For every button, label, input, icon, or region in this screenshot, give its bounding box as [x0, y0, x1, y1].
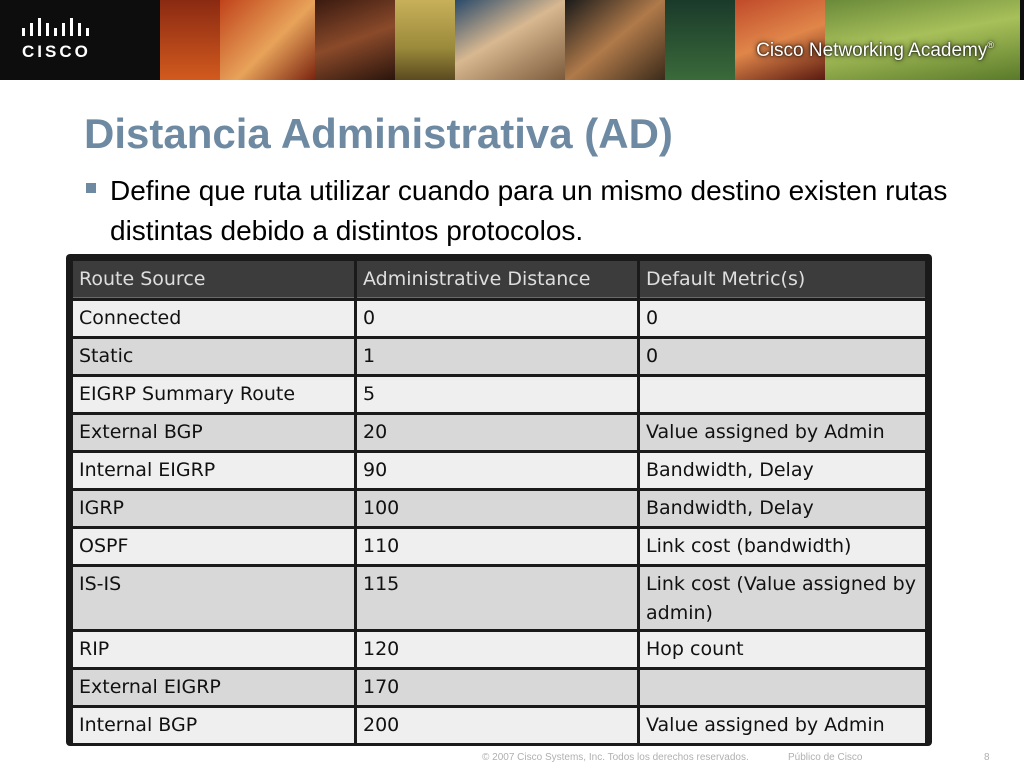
banner-photo	[315, 0, 395, 80]
slide-title: Distancia Administrativa (AD)	[84, 110, 673, 157]
banner-photo	[160, 0, 220, 80]
table-row	[73, 670, 925, 705]
bullet-text: Define que ruta utilizar cuando para un mismo destino existen rutas distintas debido a distintos protocolos.	[110, 175, 948, 246]
cell-administrative-distance: 115	[357, 567, 637, 629]
cell-administrative-distance: 0	[357, 301, 637, 336]
cell-route-source: OSPF	[73, 529, 354, 564]
cell-administrative-distance: 20	[357, 415, 637, 450]
cell-default-metric: Bandwidth, Delay	[640, 491, 925, 526]
cell-administrative-distance: 110	[357, 529, 637, 564]
banner-photo-strip	[160, 0, 1020, 80]
footer-classification: Público de Cisco	[788, 752, 863, 763]
cell-administrative-distance: 1	[357, 339, 637, 374]
cell-administrative-distance: 120	[357, 632, 637, 667]
table-row	[73, 415, 925, 450]
cell-route-source: Internal EIGRP	[73, 453, 354, 488]
banner-photo	[455, 0, 565, 80]
table-row	[73, 301, 925, 336]
cell-administrative-distance: 5	[357, 377, 637, 412]
banner-photo	[395, 0, 455, 80]
cell-administrative-distance: 170	[357, 670, 637, 705]
networking-academy-label: Cisco Networking Academy®	[756, 40, 994, 61]
cell-administrative-distance: 100	[357, 491, 637, 526]
cell-route-source: EIGRP Summary Route	[73, 377, 354, 412]
table-row	[73, 453, 925, 488]
cisco-wordmark: CISCO	[22, 42, 91, 61]
administrative-distance-table	[66, 254, 932, 746]
cell-default-metric: Value assigned by Admin	[640, 708, 925, 743]
table-row	[73, 567, 925, 629]
footer-copyright: © 2007 Cisco Systems, Inc. Todos los derechos reservados.	[482, 752, 749, 763]
table-row	[73, 491, 925, 526]
cell-administrative-distance: 200	[357, 708, 637, 743]
column-header-route-source: Route Source	[73, 261, 354, 298]
table-row	[73, 632, 925, 667]
cell-route-source: IS-IS	[73, 567, 354, 629]
cell-route-source: RIP	[73, 632, 354, 667]
footer-page-number: 8	[984, 752, 990, 763]
table-row	[73, 708, 925, 743]
cell-route-source: Static	[73, 339, 354, 374]
table-row	[73, 377, 925, 412]
header-banner	[0, 0, 1024, 80]
column-header-administrative-distance: Administrative Distance	[357, 261, 637, 298]
table-row	[73, 339, 925, 374]
table-row	[73, 529, 925, 564]
cell-default-metric: Link cost (Value assigned by admin)	[640, 567, 925, 629]
cell-default-metric: Hop count	[640, 632, 925, 667]
cell-default-metric: Bandwidth, Delay	[640, 453, 925, 488]
cell-default-metric: 0	[640, 301, 925, 336]
cell-default-metric	[640, 377, 925, 412]
cell-route-source: IGRP	[73, 491, 354, 526]
banner-photo	[565, 0, 665, 80]
cisco-logo	[22, 18, 112, 64]
banner-photo	[220, 0, 315, 80]
table-header-row	[73, 261, 925, 298]
cell-route-source: Internal BGP	[73, 708, 354, 743]
banner-photo	[665, 0, 735, 80]
cell-route-source: External EIGRP	[73, 670, 354, 705]
cell-default-metric: 0	[640, 339, 925, 374]
cell-route-source: External BGP	[73, 415, 354, 450]
column-header-default-metrics: Default Metric(s)	[640, 261, 925, 298]
cisco-bridge-icon	[22, 18, 90, 38]
cell-administrative-distance: 90	[357, 453, 637, 488]
cell-default-metric	[640, 670, 925, 705]
cell-route-source: Connected	[73, 301, 354, 336]
cell-default-metric: Value assigned by Admin	[640, 415, 925, 450]
cell-default-metric: Link cost (bandwidth)	[640, 529, 925, 564]
square-bullet-icon	[86, 183, 96, 193]
